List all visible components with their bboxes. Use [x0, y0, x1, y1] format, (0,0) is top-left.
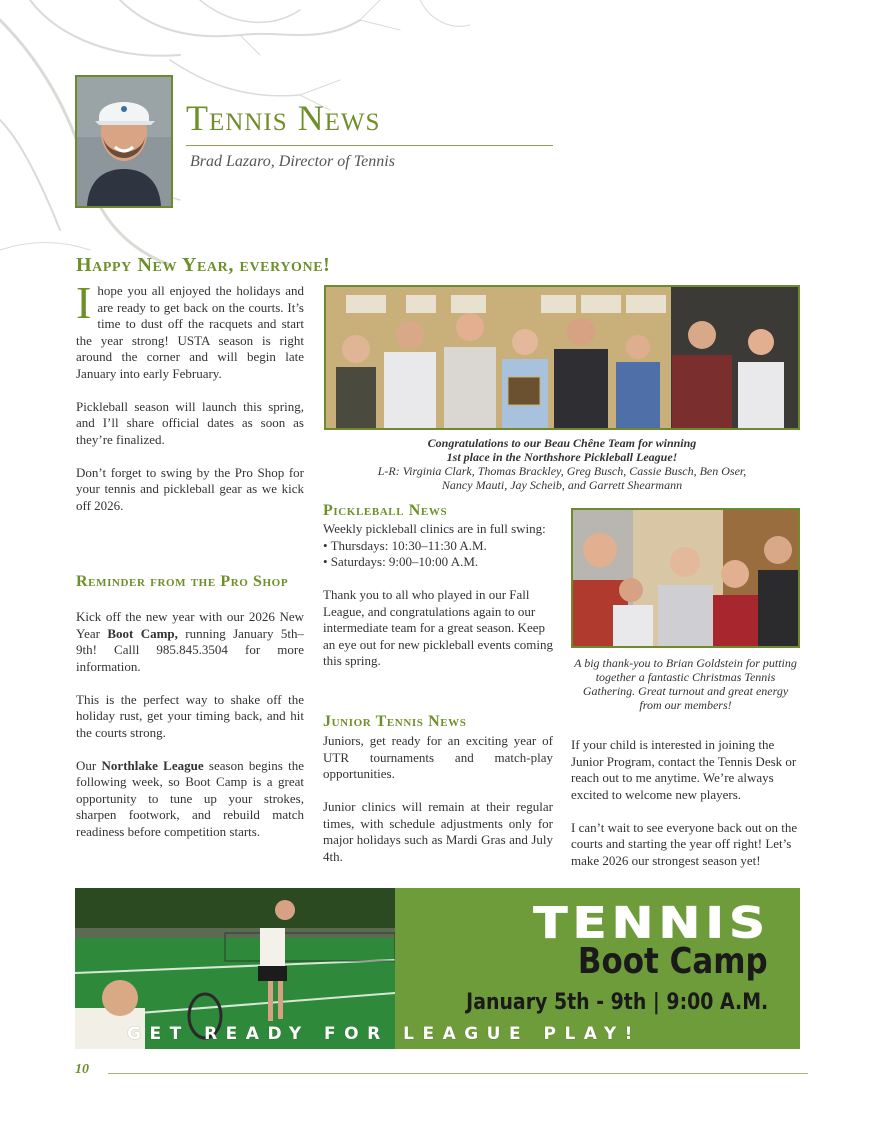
intro-text: [76, 277, 304, 531]
page-number: 10: [75, 1062, 89, 1077]
reminder-paragraph-3: Our Northlake League season begins the following week, so Boot Camp is a great opportunity to tune up your strokes, sharpen footwork, and rebuild match readiness before competition starts.: [76, 757, 304, 839]
closing-paragraph-1: If your child is interested in joining the Junior Program, contact the Tennis Desk or reach out to me anytime. We’re always excited to welcome new players.: [571, 737, 797, 802]
footer-divider: [108, 1073, 808, 1074]
closing-text: [571, 737, 800, 886]
christmas-photo-caption: A big thank-you to Brian Goldstein for putting together a fantastic Christmas Tennis Gathering. Great turnout and great energy from our members!: [574, 656, 797, 712]
pickleball-bullet-1: • Thursdays: 10:30–11:30 A.M.: [323, 537, 487, 553]
junior-paragraph-1: Juniors, get ready for an exciting year of UTR tournaments and match-play opportunities.: [323, 733, 553, 781]
page-title: Tennis News: [186, 98, 381, 138]
pickleball-paragraph-1: Weekly pickleball clinics are in full swing:: [323, 521, 546, 536]
team-photo-caption: Congratulations to our Beau Chêne Team for winning 1st place in the Northshore Pickleball League! L-R: Virginia Clark, Thomas Brackley, Greg Busch, Cassie Busch, Ben Oser, Nancy Mauti, Jay Scheib, and Garrett Shearmann: [377, 436, 747, 492]
closing-paragraph-2: I can’t wait to see everyone back out on the courts and starting the year off right! Let’s make 2026 our strongest season yet!: [571, 819, 798, 868]
banner-subtitle: Boot Camp: [578, 941, 768, 982]
junior-text: [323, 733, 553, 882]
section-heading-happy-new-year: Happy New Year, everyone!: [76, 254, 331, 276]
christmas-gathering-photo: [571, 508, 800, 648]
section-heading-pickleball: Pickleball News: [323, 502, 448, 519]
reminder-text: [76, 609, 304, 857]
section-heading-junior: Junior Tennis News: [323, 713, 467, 730]
drop-cap: I: [76, 277, 92, 328]
title-divider: [186, 145, 553, 146]
pickleball-text: [323, 521, 555, 686]
banner-tagline: GET READY FOR LEAGUE PLAY!: [127, 1024, 641, 1044]
reminder-paragraph-2: This is the perfect way to shake off the holiday rust, get your timing back, and hit the courts strong.: [76, 691, 304, 740]
intro-paragraph-2: Pickleball season will launch this spring, and I’ll share official dates as soon as they’re finalized.: [76, 398, 304, 447]
banner-dates: January 5th - 9th | 9:00 A.M.: [465, 990, 768, 1015]
pickleball-paragraph-2: Thank you to all who played in our Fall League, and congratulations again to our intermediate team for a great season. Keep an eye out for new pickleball events coming this spring.: [323, 587, 553, 668]
pickleball-bullet-2: • Saturdays: 9:00–10:00 A.M.: [323, 554, 479, 569]
banner-title: TENNIS: [533, 898, 770, 948]
intro-paragraph-1: hope you all enjoyed the holidays and are ready to get back on the courts. It’s time to dust off the racquets and start the year strong! USTA season is right around the corner and will begin late January into early February.: [76, 283, 304, 381]
boot-camp-banner: [75, 888, 800, 1049]
section-heading-reminder: Reminder from the Pro Shop: [76, 573, 289, 590]
byline: Brad Lazaro, Director of Tennis: [190, 153, 395, 170]
team-photo: [324, 285, 800, 430]
intro-paragraph-3: Don’t forget to swing by the Pro Shop for your tennis and pickleball gear as we kick off 2026.: [76, 464, 304, 513]
reminder-paragraph-1: Kick off the new year with our 2026 New Year Boot Camp, running January 5th–9th! Calll 985.845.3504 for more information.: [76, 609, 304, 674]
author-headshot: [75, 75, 173, 208]
junior-paragraph-2: Junior clinics will remain at their regular times, with schedule adjustments only for major holidays such as Mardi Gras and July 4th.: [323, 799, 553, 864]
